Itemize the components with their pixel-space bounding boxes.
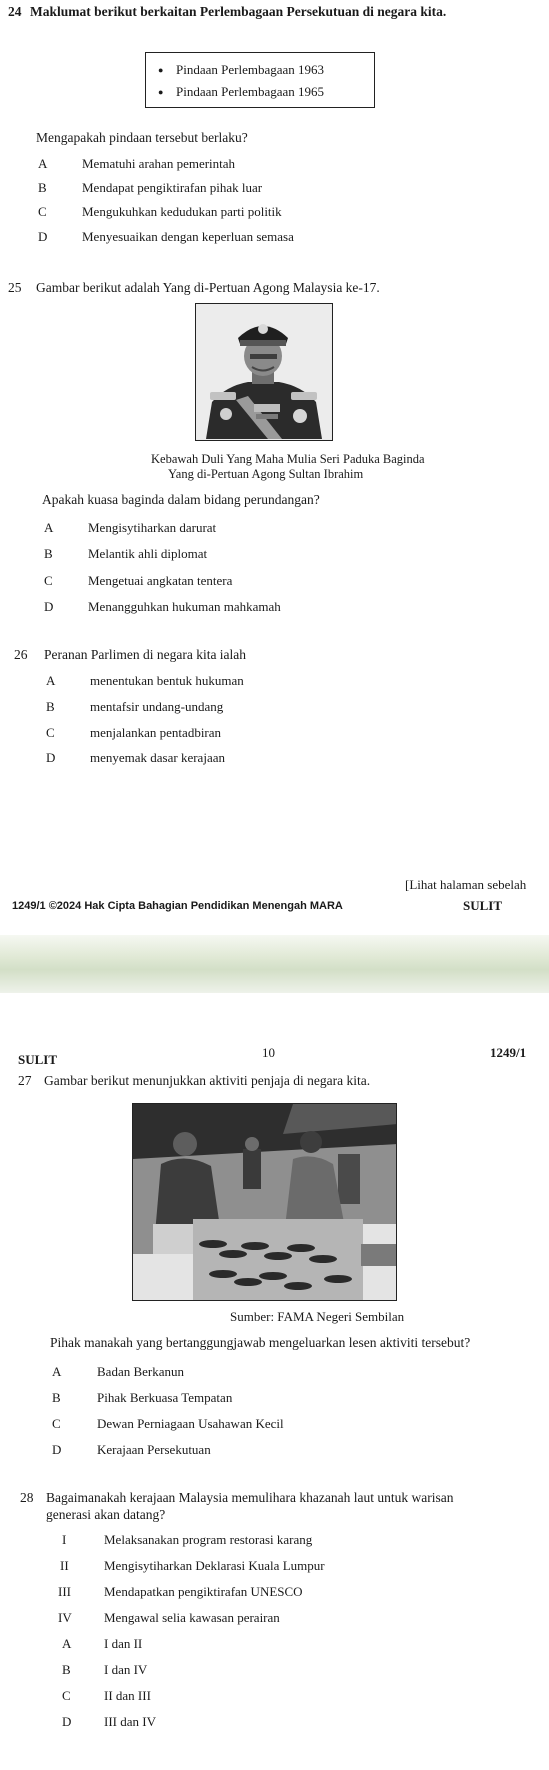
option-text: Menyesuaikan dengan keperluan semasa	[82, 229, 294, 244]
option-letter: A	[62, 1636, 72, 1651]
q25-question: Apakah kuasa baginda dalam bidang perundangan?	[42, 492, 320, 507]
option-letter: A	[44, 520, 54, 535]
option-text: menyemak dasar kerajaan	[90, 750, 225, 765]
q27-stem: Gambar berikut menunjukkan aktiviti penjaja di negara kita.	[44, 1073, 371, 1088]
option-letter: D	[44, 599, 54, 614]
q24-question: Mengapakah pindaan tersebut berlaku?	[36, 130, 248, 145]
item-numeral: II	[60, 1558, 69, 1573]
option-letter: B	[46, 699, 55, 714]
option-letter: D	[62, 1714, 72, 1729]
item-numeral: III	[58, 1584, 71, 1599]
option-text: III dan IV	[104, 1714, 156, 1729]
option-letter: C	[44, 573, 53, 588]
q28-stem-line2: generasi akan datang?	[46, 1507, 166, 1522]
option-text: II dan III	[104, 1688, 151, 1703]
option-letter: A	[46, 673, 56, 688]
option-text: Dewan Perniagaan Usahawan Kecil	[97, 1416, 284, 1431]
q27-source: Sumber: FAMA Negeri Sembilan	[230, 1309, 405, 1324]
option-letter: C	[46, 725, 55, 740]
footer-sulit: SULIT	[463, 898, 503, 913]
option-text: I dan II	[104, 1636, 143, 1651]
q27-number: 27	[18, 1073, 32, 1088]
option-letter: B	[38, 180, 47, 195]
q24-stem: Maklumat berikut berkaitan Perlembagaan Persekutuan di negara kita.	[30, 4, 447, 19]
q24-box-item: ● Pindaan Perlembagaan 1965	[176, 81, 374, 103]
option-letter: C	[52, 1416, 61, 1431]
option-text: I dan IV	[104, 1662, 148, 1677]
paper-code: 1249/1	[490, 1045, 527, 1060]
hawker-photo	[132, 1103, 397, 1301]
q28-stem-line1: Bagaimanakah kerajaan Malaysia memulihara khazanah laut untuk warisan	[46, 1490, 454, 1505]
option-text: menjalankan pentadbiran	[90, 725, 222, 740]
option-letter: A	[38, 156, 48, 171]
q25-caption-line2: Yang di-Pertuan Agong Sultan Ibrahim	[168, 467, 364, 481]
header-sulit: SULIT	[18, 1052, 58, 1067]
option-text: mentafsir undang-undang	[90, 699, 224, 714]
q25-number: 25	[8, 280, 22, 295]
option-letter: B	[44, 546, 53, 561]
option-text: Menangguhkan hukuman mahkamah	[88, 599, 281, 614]
item-text: Mendapatkan pengiktirafan UNESCO	[104, 1584, 303, 1599]
option-text: menentukan bentuk hukuman	[90, 673, 244, 688]
option-text: Pihak Berkuasa Tempatan	[97, 1390, 233, 1405]
page-number: 10	[262, 1045, 275, 1060]
see-next-page: [Lihat halaman sebelah	[405, 877, 527, 892]
option-text: Badan Berkanun	[97, 1364, 185, 1379]
q25-stem: Gambar berikut adalah Yang di-Pertuan Agong Malaysia ke-17.	[36, 280, 380, 295]
option-letter: A	[52, 1364, 62, 1379]
option-text: Melantik ahli diplomat	[88, 546, 208, 561]
agong-portrait	[195, 303, 333, 441]
item-text: Melaksanakan program restorasi karang	[104, 1532, 313, 1547]
q25-caption-line1: Kebawah Duli Yang Maha Mulia Seri Paduka Baginda	[151, 452, 425, 466]
option-text: Kerajaan Persekutuan	[97, 1442, 211, 1457]
copyright-footer: 1249/1 ©2024 Hak Cipta Bahagian Pendidikan Menengah MARA	[12, 900, 343, 912]
page-break	[0, 935, 549, 993]
q26-stem: Peranan Parlimen di negara kita ialah	[44, 647, 247, 662]
option-text: Mengukuhkan kedudukan parti politik	[82, 204, 282, 219]
option-text: Mendapat pengiktirafan pihak luar	[82, 180, 263, 195]
hawker-image	[133, 1104, 397, 1301]
q24-number: 24	[8, 4, 22, 19]
option-letter: D	[52, 1442, 62, 1457]
item-text: Mengisytiharkan Deklarasi Kuala Lumpur	[104, 1558, 325, 1573]
item-text: Mengawal selia kawasan perairan	[104, 1610, 280, 1625]
q28-number: 28	[20, 1490, 34, 1505]
portrait-image	[196, 304, 331, 439]
item-numeral: I	[62, 1532, 67, 1547]
q24-box-item: ● Pindaan Perlembagaan 1963	[176, 59, 374, 81]
option-letter: B	[62, 1662, 71, 1677]
option-letter: C	[62, 1688, 71, 1703]
q26-number: 26	[14, 647, 28, 662]
q24-info-box	[145, 52, 375, 108]
option-text: Mengisytiharkan darurat	[88, 520, 217, 535]
q27-question: Pihak manakah yang bertanggungjawab mengeluarkan lesen aktiviti tersebut?	[50, 1335, 471, 1350]
item-numeral: IV	[58, 1610, 72, 1625]
option-letter: C	[38, 204, 47, 219]
option-letter: B	[52, 1390, 61, 1405]
option-text: Mengetuai angkatan tentera	[88, 573, 233, 588]
option-letter: D	[46, 750, 56, 765]
option-text: Mematuhi arahan pemerintah	[82, 156, 236, 171]
option-letter: D	[38, 229, 48, 244]
